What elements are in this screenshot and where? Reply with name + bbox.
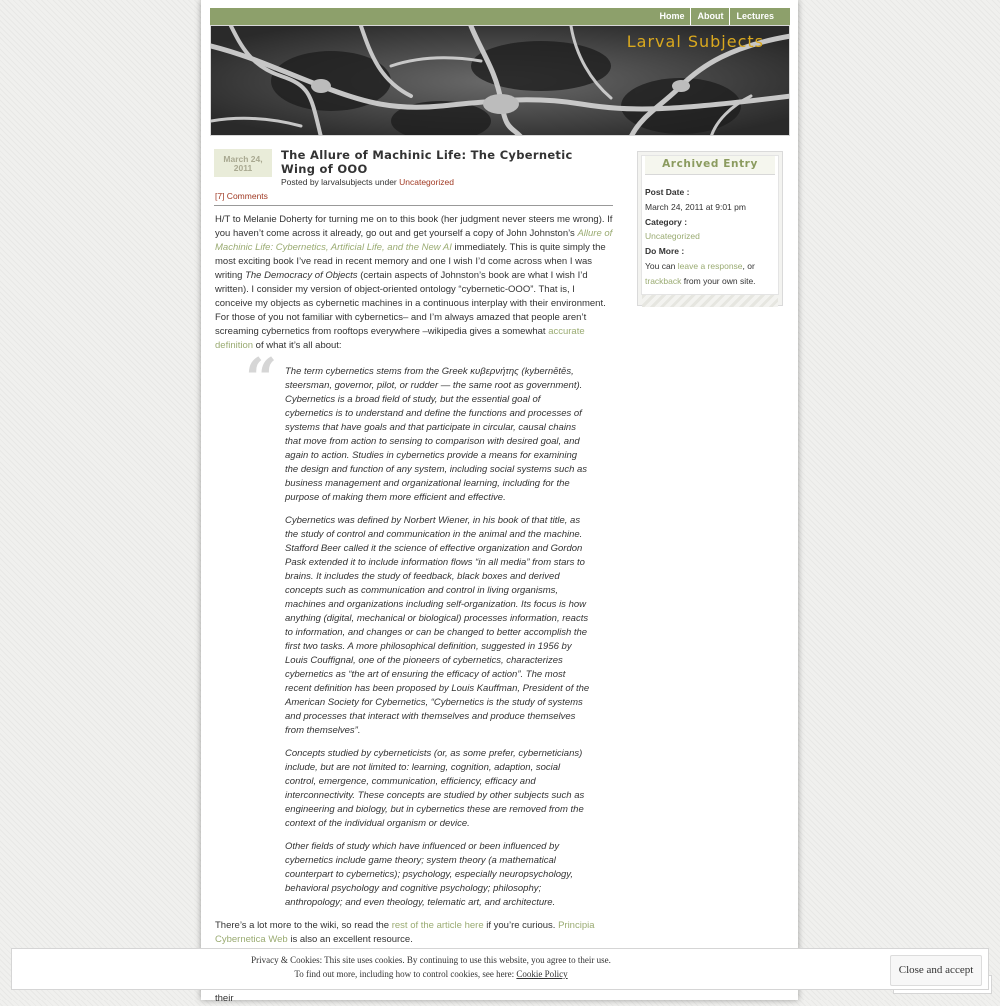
intro-text-2: immediately. This is quite simply the most exciting book I’ve read in recent memory and one I wish I’d come across when I was writing: [215, 242, 606, 281]
post-author-text: Posted by larvalsubjects under: [281, 177, 400, 187]
do-more-label: Do More :: [645, 246, 685, 257]
category-label: Category :: [645, 216, 688, 227]
cookie-policy-link[interactable]: Cookie Policy: [516, 969, 568, 979]
site-title[interactable]: Larval Subjects: [626, 32, 764, 51]
cookie-notice-text: Privacy & Cookies: This site uses cookies. By continuing to use this website, you agree to their use.: [251, 955, 611, 965]
do-more-text-2: , or: [742, 260, 755, 271]
cookie-more-text: To find out more, including how to control cookies, see here:: [294, 969, 517, 979]
sidebar-inner: [641, 155, 779, 295]
trackback-link[interactable]: trackback: [645, 275, 682, 286]
book-title: The Democracy of Objects: [245, 270, 358, 281]
definition-link[interactable]: accurate definition: [215, 326, 585, 351]
close-and-accept-button[interactable]: Close and accept: [890, 955, 982, 986]
post-meta: [281, 177, 454, 187]
quote-mark-icon: “: [245, 346, 278, 412]
sidebar-body: [642, 175, 778, 289]
nav-link-home[interactable]: Home: [659, 11, 685, 21]
leave-response-link[interactable]: leave a response: [677, 260, 743, 271]
nav-link-lectures[interactable]: Lectures: [736, 11, 774, 21]
page-container: [201, 0, 798, 1004]
post-content: [215, 213, 613, 1006]
post-title[interactable]: The Allure of Machinic Life: The Cybernetic Wing of OOO: [281, 148, 573, 176]
wikipedia-quote: [245, 346, 591, 910]
nav-item-about: [690, 8, 729, 25]
post-category-link[interactable]: Uncategorized: [399, 177, 454, 187]
do-more-text-3: from your own site.: [681, 275, 756, 286]
cookie-notice-more: [12, 969, 850, 979]
book-link[interactable]: Allure of Machinic Life: Cybernetics, Artificial Life, and the New AI: [215, 228, 613, 253]
nav-link-about[interactable]: About: [697, 11, 724, 21]
do-more-text: [645, 259, 775, 289]
quote-paragraph-3: Concepts studied by cyberneticists (or, as some prefer, cyberneticians) include, but are not limited to: learning, cognition, adaption, social control, emergence, communication, efficiency, efficacy and interconnectivity. These concepts are studied by other subjects such as engineering and biology, but in cybernetics these are removed from the context of the individual organism or device.: [285, 748, 585, 829]
followup-text-3: is also an excellent resource.: [287, 934, 413, 945]
top-nav: [210, 8, 790, 26]
intro-paragraph: [215, 213, 613, 353]
post-date-month-day: March 24,: [223, 154, 263, 164]
intro-text-4: of what it’s all about:: [253, 340, 342, 351]
quote-paragraph-4: Other fields of study which have influenced or been influenced by cybernetics include game theory; system theory (a mathematical counterpart to cybernetics); psychology, especially neuropsychology, behavioral psychology and cognitive psychology; philosophy; anthropology; and even theology, telematic art, and architecture.: [285, 841, 573, 908]
sidebar-archived-entry: [637, 151, 783, 306]
sidebar-decoration: [642, 295, 778, 307]
post-divider: [214, 205, 613, 206]
post-date-value: March 24, 2011 at 9:01 pm: [645, 201, 746, 212]
do-more-text-1: You can: [645, 260, 678, 271]
sidebar-category-link[interactable]: Uncategorized: [645, 231, 700, 242]
post-date-badge: [214, 149, 272, 177]
comments-link[interactable]: [7] Comments: [215, 191, 268, 201]
nav-item-home: [653, 8, 690, 25]
quote-paragraph-1: The term cybernetics stems from the Greek κυβερνήτης (kybernētēs, steersman, governor, pilot, or rudder — the same root as government). Cybernetics is a broad field of study, but the essential goal of cybernetics is to understand and define the functions and processes of systems that have goals and that participate in circular, causal chains that move from action to sensing to comparison with desired goal, and again to action. Studies in cybernetics provide a means for examining the design and function of any system, including social systems such as business management and organizational learning, including for the purpose of making them more efficient and effective.: [285, 366, 588, 503]
intro-text-1: H/T to Melanie Doherty for turning me on to this book (her judgment never steers me wrong). If you haven’t come across it already, go out and get yourself a copy of John Johnston’s: [215, 214, 613, 239]
quote-paragraph-2: Cybernetics was defined by Norbert Wiener, in his book of that title, as the study of control and communication in the animal and the machine. Stafford Beer called it the science of effective organization and Gordon Pask extended it to include information flows “in all media” from stars to brains. It includes the study of feedback, black boxes and derived concepts such as communication and control in living organisms, machines and organizations including self-organization. Its focus is how anything (digital, mechanical or biological) processes information, reacts to information, and changes or can be changed to better accomplish the first two tasks. A more philosophical definition, suggested in 1956 by Louis Couffignal, one of the pioneers of cybernetics, characterizes cybernetics as “the art of ensuring the efficacy of action”. The most recent definition has been proposed by Louis Kauffman, President of the American Society for Cybernetics, “Cybernetics is the study of systems and processes that interact with themselves and produce themselves from themselves”.: [285, 515, 590, 736]
nav-list: [653, 8, 780, 25]
principia-link[interactable]: Principia Cybernetica Web: [215, 920, 595, 945]
followup-paragraph: [215, 919, 613, 947]
header-banner: [210, 25, 790, 136]
next-paragraph: their: [215, 993, 234, 1004]
intro-text-3: (certain aspects of Johnston’s book are what I wish I’d written). I consider my version of object-oriented ontology “cybernetic-OOO”. That is, I conceive my objects as cybernetic machines in a continuous interplay with their environment. For those of you not familiar with cybernetics– and I’m always amazed that people aren’t screaming cybernetics from rooftops everywhere –wikipedia gives a somewhat: [215, 270, 606, 337]
post-date-year: 2011: [233, 163, 253, 173]
post-date-label: Post Date :: [645, 187, 690, 197]
nav-item-lectures: [729, 8, 780, 25]
cookie-banner: [11, 948, 989, 990]
sidebar-title: Archived Entry: [645, 156, 775, 175]
rest-of-article-link[interactable]: rest of the article here: [391, 920, 484, 931]
followup-text-2: if you’re curious.: [483, 920, 559, 931]
followup-text-1: There’s a lot more to the wiki, so read the: [215, 920, 392, 931]
